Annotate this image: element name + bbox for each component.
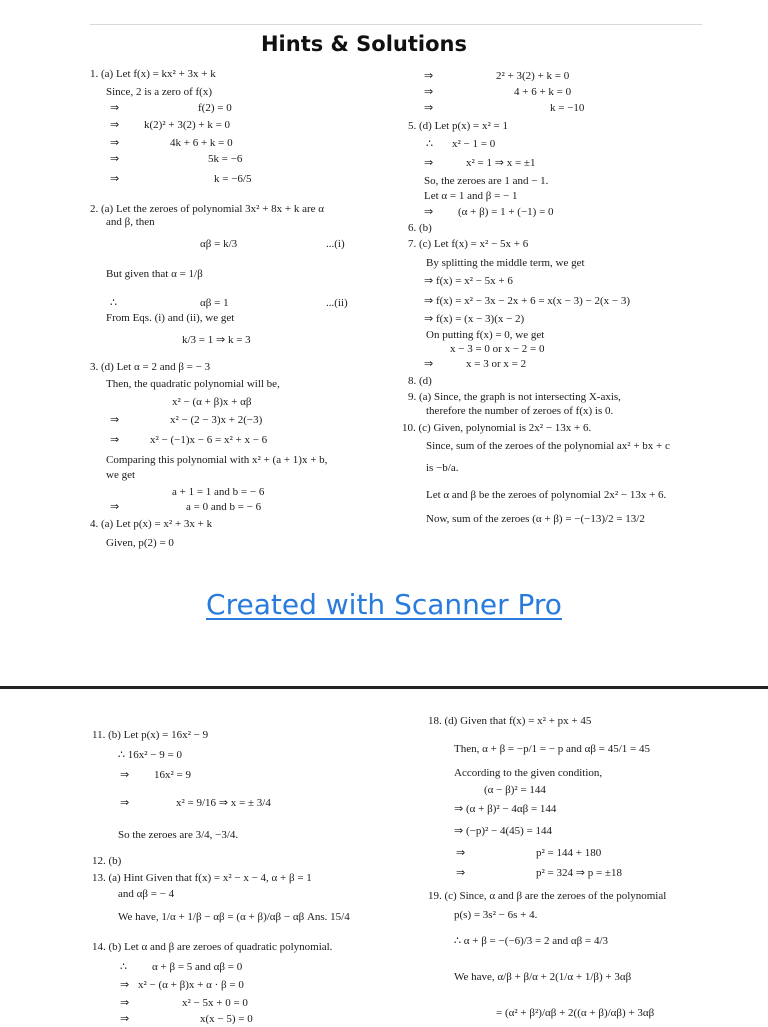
solution-line: ⇒ (−p)² − 4(45) = 144: [454, 825, 553, 837]
solution-line: Then, α + β = −p/1 = − p and αβ = 45/1 = 45: [454, 743, 650, 755]
solution-line: a = 0 and b = − 6: [186, 501, 262, 513]
implies-symbol: ⇒: [120, 979, 130, 991]
solution-line: 8. (d): [408, 375, 432, 387]
implies-symbol: ⇒: [456, 867, 466, 879]
solution-line: 19. (c) Since, α and β are the zeroes of the polynomial: [428, 890, 667, 902]
implies-symbol: ⇒: [120, 1013, 130, 1025]
solution-line: Since, sum of the zeroes of the polynomial ax² + bx + c: [426, 440, 670, 452]
solution-line: and β, then: [106, 216, 155, 228]
implies-symbol: ⇒: [120, 997, 130, 1009]
solution-line: x(x − 5) = 0: [200, 1013, 253, 1025]
solution-line: x² − 5x + 0 = 0: [182, 997, 248, 1009]
page-gap: [0, 565, 768, 686]
solution-line: 11. (b) Let p(x) = 16x² − 9: [92, 729, 209, 741]
implies-symbol: ⇒: [120, 797, 130, 809]
solution-line: x² − (−1)x − 6 = x² + x − 6: [150, 434, 268, 446]
solution-line: 1. (a) Let f(x) = kx² + 3x + k: [90, 68, 216, 80]
implies-symbol: ⇒: [110, 414, 120, 426]
equation-tag: ...(i): [326, 238, 345, 250]
solution-line: So the zeroes are 3/4, −3/4.: [118, 829, 239, 841]
implies-symbol: ⇒: [424, 206, 434, 218]
solution-line: 13. (a) Hint Given that f(x) = x² − x − 4, α + β = 1: [92, 872, 312, 884]
solution-line: (α − β)² = 144: [484, 784, 546, 796]
solution-line: 4k + 6 + k = 0: [170, 137, 233, 149]
solution-line: ⇒ f(x) = (x − 3)(x − 2): [424, 313, 525, 325]
solution-line: k/3 = 1 ⇒ k = 3: [182, 334, 251, 346]
implies-symbol: ⇒: [424, 70, 434, 82]
implies-symbol: ⇒: [110, 153, 120, 165]
implies-symbol: ⇒: [456, 847, 466, 859]
solution-line: is −b/a.: [426, 462, 459, 474]
scanned-page-bottom: [0, 686, 768, 1027]
implies-symbol: ⇒: [424, 358, 434, 370]
solution-line: ⇒ f(x) = x² − 3x − 2x + 6 = x(x − 3) − 2(x − 3): [424, 295, 631, 307]
solution-line: 5k = −6: [208, 153, 243, 165]
solution-line: k = −6/5: [214, 173, 252, 185]
solution-line: We have, α/β + β/α + 2(1/α + 1/β) + 3αβ: [454, 971, 632, 983]
solution-line: 14. (b) Let α and β are zeroes of quadratic polynomial.: [92, 941, 333, 953]
solution-line: But given that α = 1/β: [106, 268, 203, 280]
solution-line: Now, sum of the zeroes (α + β) = −(−13)/2 = 13/2: [426, 513, 645, 525]
solution-line: and αβ = − 4: [118, 888, 175, 900]
solution-line: 4 + 6 + k = 0: [514, 86, 572, 98]
solution-line: 18. (d) Given that f(x) = x² + px + 45: [428, 715, 592, 727]
page-top-rule: [90, 24, 702, 25]
implies-symbol: ⇒: [110, 501, 120, 513]
equation-tag: ...(ii): [326, 297, 348, 309]
solution-line: 10. (c) Given, polynomial is 2x² − 13x + 6.: [402, 422, 592, 434]
solution-line: 2. (a) Let the zeroes of polynomial 3x² + 8x + k are α: [90, 203, 325, 215]
solution-line: therefore the number of zeroes of f(x) is 0.: [426, 405, 614, 417]
solution-line: 16x² = 9: [154, 769, 192, 781]
implies-symbol: ⇒: [110, 119, 120, 131]
solution-line: x² = 9/16 ⇒ x = ± 3/4: [176, 797, 271, 809]
solution-line: 2² + 3(2) + k = 0: [496, 70, 570, 82]
solution-line: 9. (a) Since, the graph is not intersecting X-axis,: [408, 391, 621, 403]
solution-line: ⇒ (α + β)² − 4αβ = 144: [454, 803, 557, 815]
solution-line: Then, the quadratic polynomial will be,: [106, 378, 280, 390]
solution-line: According to the given condition,: [454, 767, 603, 779]
solution-line: ⇒ f(x) = x² − 5x + 6: [424, 275, 513, 287]
implies-symbol: ⇒: [424, 86, 434, 98]
solution-line: Comparing this polynomial with x² + (a + 1)x + b,: [106, 454, 328, 466]
implies-symbol: ⇒: [110, 102, 120, 114]
solution-line: 7. (c) Let f(x) = x² − 5x + 6: [408, 238, 529, 250]
solution-line: Since, 2 is a zero of f(x): [106, 86, 212, 98]
implies-symbol: ⇒: [110, 434, 120, 446]
solution-line: p² = 324 ⇒ p = ±18: [536, 867, 622, 879]
solution-line: On putting f(x) = 0, we get: [426, 329, 545, 341]
solution-line: k = −10: [550, 102, 585, 114]
solution-line: 4. (a) Let p(x) = x² + 3x + k: [90, 518, 213, 530]
implies-symbol: ⇒: [120, 769, 130, 781]
scanner-watermark: Created with Scanner Pro: [206, 588, 562, 621]
solution-line: a + 1 = 1 and b = − 6: [172, 486, 265, 498]
implies-symbol: ⇒: [424, 157, 434, 169]
solution-line: p² = 144 + 180: [536, 847, 602, 859]
solution-line: ∴ 16x² − 9 = 0: [118, 749, 182, 761]
solution-line: We have, 1/α + 1/β − αβ = (α + β)/αβ − αβ Ans. 15/4: [118, 911, 350, 923]
solution-line: f(2) = 0: [198, 102, 232, 114]
solution-line: x = 3 or x = 2: [466, 358, 527, 370]
therefore-symbol: ∴: [426, 138, 433, 150]
solution-line: αβ = 1: [200, 297, 229, 309]
solution-line: 5. (d) Let p(x) = x² = 1: [408, 120, 509, 132]
solution-line: ∴ α + β = −(−6)/3 = 2 and αβ = 4/3: [454, 935, 609, 947]
implies-symbol: ⇒: [110, 137, 120, 149]
implies-symbol: ⇒: [424, 102, 434, 114]
page-title: Hints & Solutions: [260, 32, 467, 56]
solution-line: p(s) = 3s² − 6s + 4.: [454, 909, 538, 921]
solution-line: we get: [106, 469, 136, 481]
solution-line: 12. (b): [92, 855, 122, 867]
solution-line: From Eqs. (i) and (ii), we get: [106, 312, 235, 324]
implies-symbol: ⇒: [110, 173, 120, 185]
solution-line: α + β = 5 and αβ = 0: [152, 961, 243, 973]
solution-line: Let α and β be the zeroes of polynomial 2x² − 13x + 6.: [426, 489, 667, 501]
solution-line: x − 3 = 0 or x − 2 = 0: [450, 343, 545, 355]
solution-line: By splitting the middle term, we get: [426, 257, 585, 269]
solution-line: x² − (2 − 3)x + 2(−3): [170, 414, 263, 426]
solution-line: = (α² + β²)/αβ + 2((α + β)/αβ) + 3αβ: [496, 1007, 655, 1019]
therefore-symbol: ∴: [120, 961, 127, 973]
solution-line: x² = 1 ⇒ x = ±1: [466, 157, 536, 169]
therefore-symbol: ∴: [110, 297, 117, 309]
solution-line: 6. (b): [408, 222, 432, 234]
solution-line: x² − 1 = 0: [452, 138, 496, 150]
solution-line: (α + β) = 1 + (−1) = 0: [458, 206, 554, 218]
solution-line: k(2)² + 3(2) + k = 0: [144, 119, 231, 131]
solution-line: x² − (α + β)x + α · β = 0: [138, 979, 244, 991]
solution-line: αβ = k/3: [200, 238, 238, 250]
solution-line: So, the zeroes are 1 and − 1.: [424, 175, 549, 187]
solution-line: Given, p(2) = 0: [106, 537, 174, 549]
solution-line: Let α = 1 and β = − 1: [424, 190, 518, 202]
solution-line: x² − (α + β)x + αβ: [172, 396, 252, 408]
solution-line: 3. (d) Let α = 2 and β = − 3: [90, 361, 211, 373]
